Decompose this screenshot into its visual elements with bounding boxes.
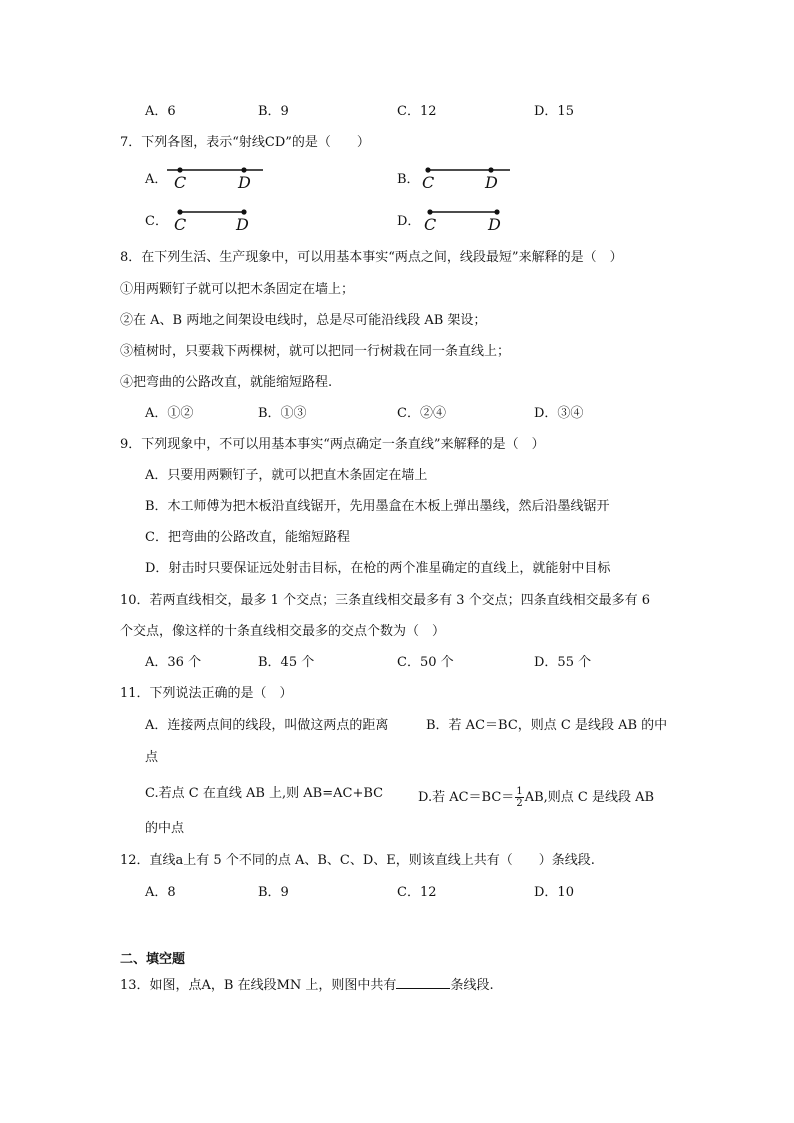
- q8-option-d: D．③④: [534, 406, 584, 421]
- fraction-numerator: 1: [516, 786, 523, 797]
- q8-option-c: C．②④: [397, 406, 446, 421]
- q7-figure-b: [418, 162, 518, 194]
- q7-option-a: A．: [145, 172, 168, 187]
- q12-option-a: A．8: [145, 885, 176, 900]
- q12-option-d: D．10: [534, 885, 574, 900]
- q7a-label-d: D: [238, 173, 251, 192]
- q13-stem-suffix: 条线段.: [450, 978, 494, 993]
- q6-option-a: A．6: [145, 104, 176, 119]
- q11-option-c: C.若点 C 在直线 AB 上,则 AB=AC+BC: [145, 786, 384, 801]
- q12-option-c: C．12: [397, 885, 437, 900]
- q7d-label-d: D: [488, 215, 501, 234]
- q7c-label-d: D: [236, 215, 249, 234]
- fraction-denominator: 2: [516, 798, 523, 809]
- q11-option-a: A．连接两点间的线段，叫做这两点的距离: [145, 718, 389, 733]
- q8-statement-3: ③植树时，只要栽下两棵树，就可以把同一行树栽在同一条直线上；: [120, 344, 511, 359]
- q10-option-a: A．36 个: [145, 655, 202, 670]
- q7-figure-a: [163, 162, 273, 194]
- q7-stem: 7．下列各图，表示“射线CD”的是（ ）: [120, 135, 370, 150]
- q10-option-b: B．45 个: [258, 655, 315, 670]
- q7a-label-c: C: [174, 173, 187, 192]
- q9-stem: 9．下列现象中，不可以用基本事实“两点确定一条直线”来解释的是（ ）: [120, 437, 545, 452]
- q12-stem: 12．直线a上有 5 个不同的点 A、B、C、D、E，则该直线上共有（ ）条线段.: [120, 853, 595, 868]
- q7-option-c: C．: [145, 214, 168, 229]
- q8-option-a: A．①②: [145, 406, 194, 421]
- q11-option-d-cont: 的中点: [145, 821, 185, 836]
- q11-stem: 11．下列说法正确的是（ ）: [120, 686, 293, 701]
- q9-option-b: B．木工师傅为把木板沿直线锯开，先用墨盒在木板上弹出墨线，然后沿墨线锯开: [145, 499, 610, 514]
- q13-stem-prefix: 13．如图，点A，B 在线段MN 上，则图中共有: [120, 978, 397, 993]
- q7b-label-d: D: [485, 173, 498, 192]
- q12-option-b: B．9: [258, 885, 289, 900]
- q7-figure-c: [163, 204, 263, 236]
- q8-stem: 8．在下列生活、生产现象中，可以用基本事实“两点之间，线段最短”来解释的是（ ）: [120, 250, 623, 265]
- q10-option-c: C．50 个: [397, 655, 454, 670]
- q9-option-d: D．射击时只要保证远处射击目标，在枪的两个准星确定的直线上，就能射中目标: [145, 561, 611, 576]
- section-heading-fill-in: 二、填空题: [120, 952, 186, 967]
- q6-option-d: D．15: [534, 104, 574, 119]
- q7d-label-c: C: [424, 215, 437, 234]
- q7-figure-d: [420, 204, 520, 236]
- q11-d-suffix: AB,则点 C 是线段 AB: [524, 790, 655, 805]
- q6-option-c: C．12: [397, 104, 437, 119]
- q9-option-c: C．把弯曲的公路改直，能缩短路程: [145, 530, 350, 545]
- q11-option-d: [418, 786, 654, 809]
- q7-option-b: B．: [397, 172, 420, 187]
- q8-statement-2: ②在 A、B 两地之间架设电线时，总是尽可能沿线段 AB 架设；: [120, 313, 487, 328]
- q8-option-b: B．①③: [258, 406, 307, 421]
- fraction-one-half: [515, 786, 523, 809]
- q11-option-b-cont: 点: [145, 750, 159, 765]
- q7-option-d: D．: [397, 214, 421, 229]
- q10-stem-line-1: 10．若两直线相交，最多 1 个交点；三条直线相交最多有 3 个交点；四条直线相交最多有 6: [120, 593, 651, 608]
- q7b-label-c: C: [422, 173, 435, 192]
- q8-statement-1: ①用两颗钉子就可以把木条固定在墙上；: [120, 282, 355, 297]
- q10-stem-line-2: 个交点，像这样的十条直线相交最多的交点个数为（ ）: [120, 624, 446, 639]
- q11-option-b: B．若 AC＝BC，则点 C 是线段 AB 的中: [426, 718, 668, 733]
- q13-stem: [120, 976, 494, 994]
- q7c-label-c: C: [174, 215, 187, 234]
- q11-d-prefix: D.若 AC＝BC＝: [418, 790, 515, 805]
- q9-option-a: A．只要用两颗钉子，就可以把直木条固定在墙上: [145, 468, 428, 483]
- answer-blank[interactable]: [396, 976, 450, 989]
- q6-option-b: B．9: [258, 104, 289, 119]
- q8-statement-4: ④把弯曲的公路改直，就能缩短路程.: [120, 375, 333, 390]
- q10-option-d: D．55 个: [534, 655, 592, 670]
